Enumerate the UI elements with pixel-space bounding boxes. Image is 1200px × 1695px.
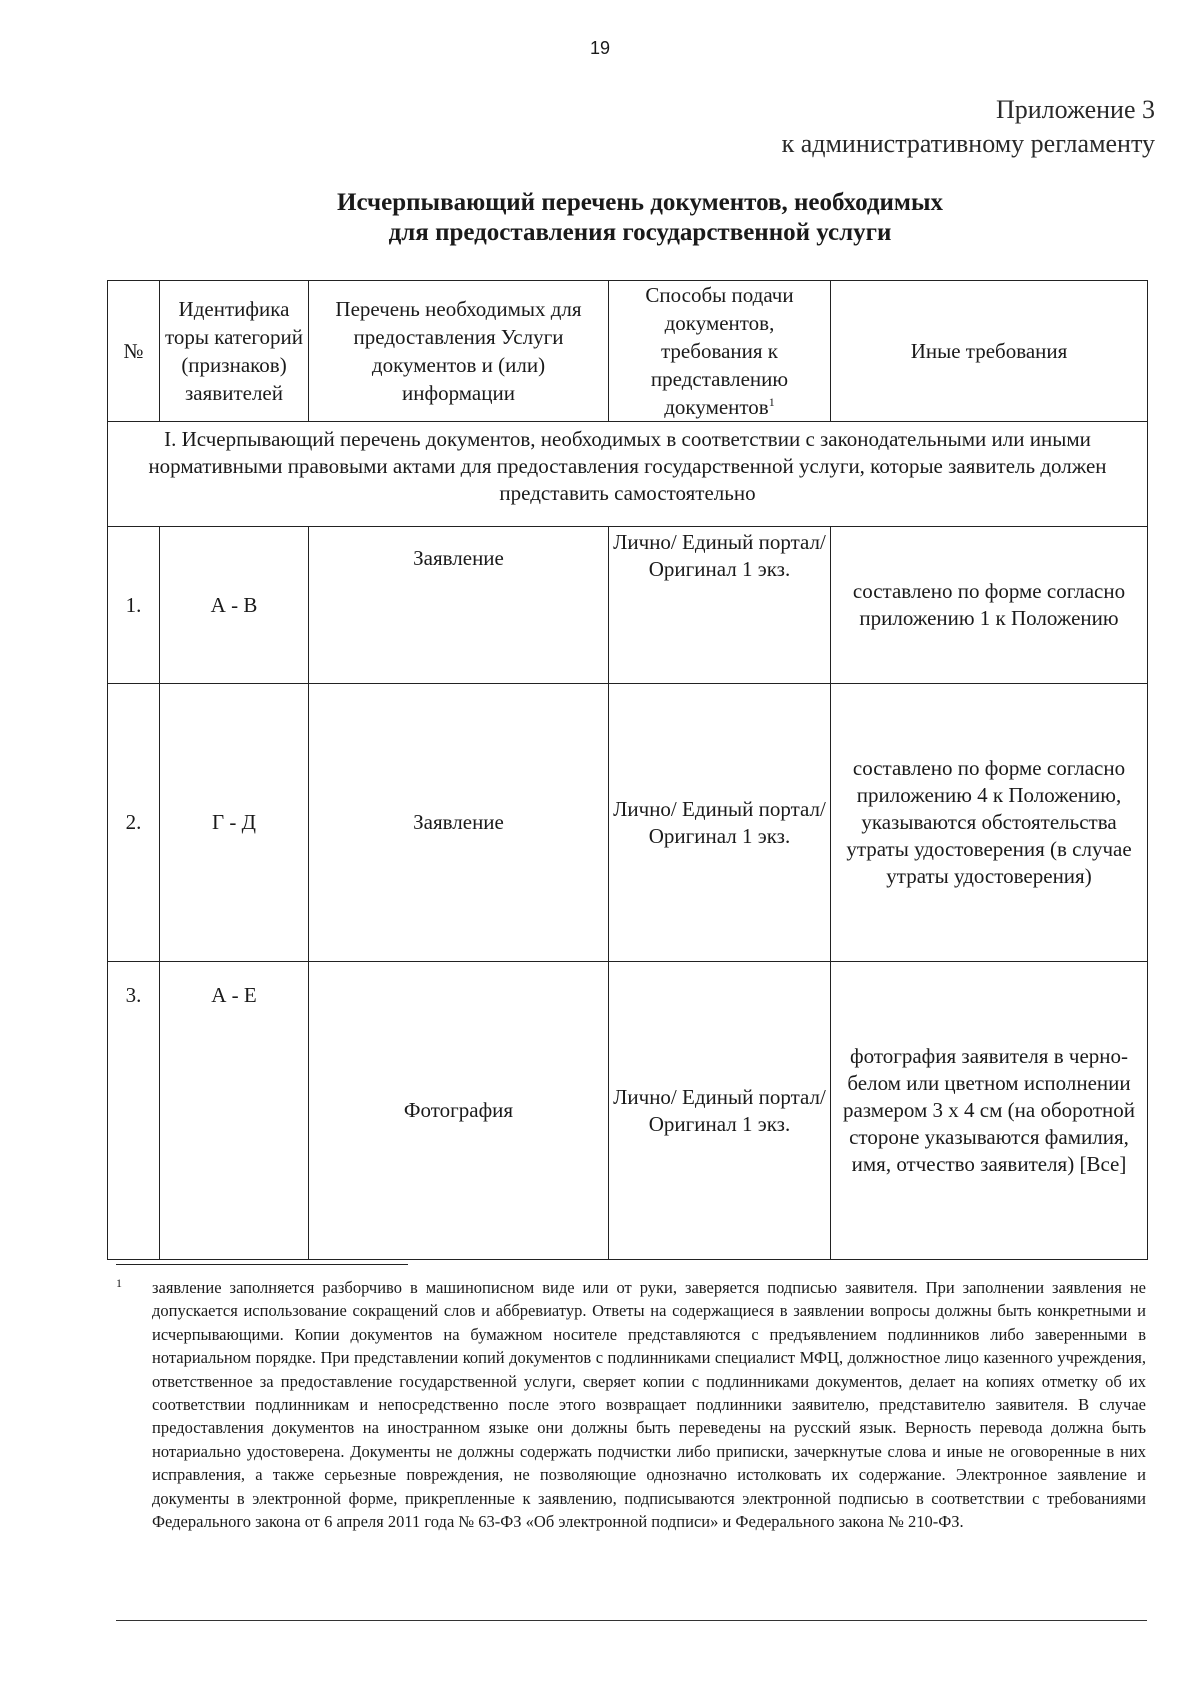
row-category: Г - Д xyxy=(160,684,309,962)
row-document: Фотография xyxy=(309,962,609,1260)
appendix-heading xyxy=(782,93,1155,161)
table-row xyxy=(108,684,1148,962)
bottom-rule xyxy=(116,1620,1147,1621)
table-row xyxy=(108,962,1148,1260)
row-category: А - Е xyxy=(160,962,309,1260)
footnote-divider xyxy=(116,1264,408,1265)
footnote xyxy=(116,1276,1146,1533)
header-document-list: Перечень необходимых для предоставления Услуги документов и (или) информации xyxy=(309,281,609,422)
page-number: 19 xyxy=(589,38,611,58)
row-category: А - В xyxy=(160,527,309,684)
header-other-requirements: Иные требования xyxy=(831,281,1148,422)
row-submission: Лично/ Единый портал/ Оригинал 1 экз. xyxy=(609,527,831,684)
header-category: Идентифика торы категорий (признаков) заявителей xyxy=(160,281,309,422)
row-document: Заявление xyxy=(309,684,609,962)
documents-table xyxy=(107,280,1148,1260)
table-header-row xyxy=(108,281,1148,422)
header-submission-methods xyxy=(609,281,831,422)
header-submission-text: Способы подачи документов, требования к представлению документов xyxy=(645,283,794,419)
row-document: Заявление xyxy=(309,527,609,684)
title-line-1: Исчерпывающий перечень документов, необходимых xyxy=(337,189,943,216)
appendix-line-1: Приложение 3 xyxy=(995,95,1155,124)
document-title xyxy=(0,188,1200,248)
footnote-text: заявление заполняется разборчиво в машинописном виде или от руки, заверяется подписью заявителя. При заполнении заявления не допускается использование сокращений слов и аббревиатур. Ответы на содержащиеся в заявлении вопросы должны быть конкретными и исчерпывающими. Копии документов на бумажном носителе представляются с предъявлением подлинников либо заверенными в нотариальном порядке. При представлении копий документов с подлинниками специалист МФЦ, должностное лицо казенного учреждения, ответственное за предоставление государственной услуги, сверяет копии с подлинниками документов, делает на копиях отметку об их соответствии подлинникам и непосредственно после этого возвращает подлинники заявителю, представителю заявителя. В случае предоставления документов на иностранном языке они должны быть переведены на русский язык. Верность перевода должна быть нотариально удостоверена. Документы не должны содержать подчистки либо приписки, зачеркнутые слова и иные не оговоренные в них исправления, а также серьезные повреждения, не позволяющие однозначно истолковать их содержание. Электронное заявление и документы в электронной форме, прикрепленные к заявлению, подписываются электронной подписью в соответствии с требованиями Федерального закона от 6 апреля 2011 года № 63-ФЗ «Об электронной подписи» и Федерального закона № 210-ФЗ. xyxy=(152,1278,1146,1532)
row-number: 2. xyxy=(108,684,160,962)
section-row xyxy=(108,422,1148,527)
row-number: 3. xyxy=(108,962,160,1260)
row-submission: Лично/ Единый портал/ Оригинал 1 экз. xyxy=(609,962,831,1260)
header-number: № xyxy=(108,281,160,422)
title-line-2: для предоставления государственной услуги xyxy=(388,219,892,246)
row-number: 1. xyxy=(108,527,160,684)
row-requirements: составлено по форме согласно приложению 4 к Положению, указываются обстоятельства утраты удостоверения (в случае утраты удостоверения) xyxy=(831,684,1148,962)
footnote-mark: 1 xyxy=(116,1276,122,1290)
appendix-line-2: к административному регламенту xyxy=(781,129,1155,158)
section-title: I. Исчерпывающий перечень документов, необходимых в соответствии с законодательными или иными нормативными правовыми актами для предоставления государственной услуги, которые заявитель должен представить самостоятельно xyxy=(108,422,1148,527)
header-footnote-mark: 1 xyxy=(768,395,775,409)
row-submission: Лично/ Единый портал/ Оригинал 1 экз. xyxy=(609,684,831,962)
row-requirements: составлено по форме согласно приложению 1 к Положению xyxy=(831,527,1148,684)
row-requirements: фотография заявителя в черно-белом или цветном исполнении размером 3 х 4 см (на оборотной стороне указываются фамилия, имя, отчество заявителя) [Все] xyxy=(831,962,1148,1260)
table-row xyxy=(108,527,1148,684)
